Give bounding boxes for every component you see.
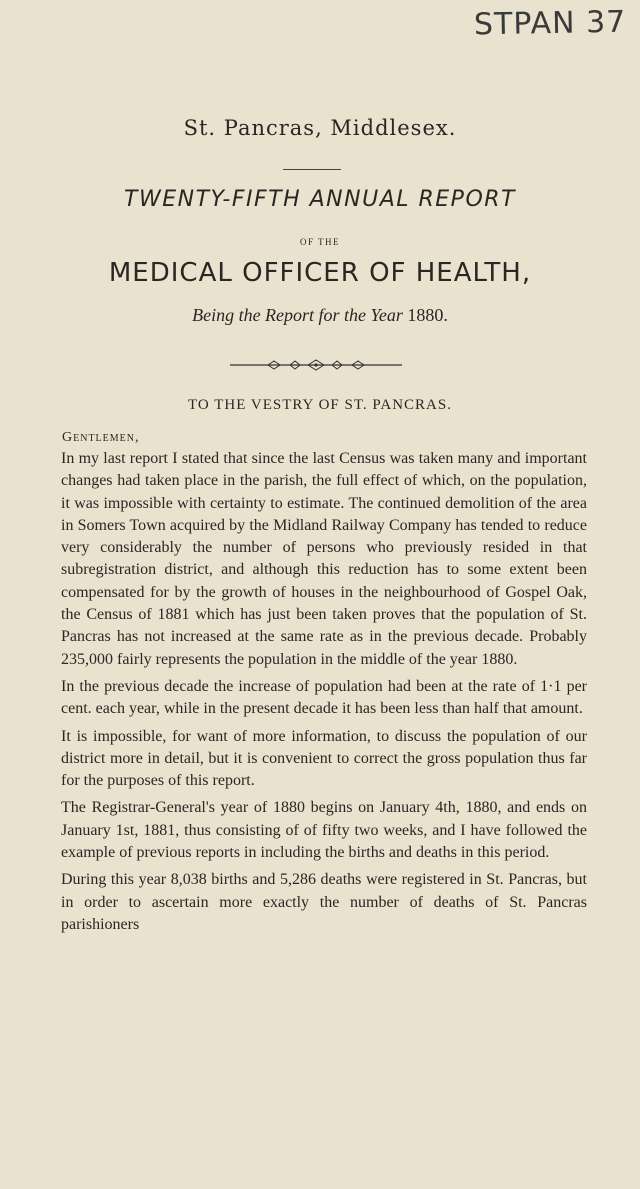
paragraph: It is impossible, for want of more information, to discuss the population of our district more in detail, but it is convenient to correct the gross population thus far for the purposes of this report. [61,727,587,790]
place-heading: St. Pancras, Middlesex. [183,116,457,140]
paragraph: The Registrar-General's year of 1880 begins on January 4th, 1880, and ends on January 1st, 1881, thus consisting of of fifty two weeks, and I have followed the example of previous reports in including the births and deaths in this period. [61,799,587,862]
report-title: TWENTY-FIFTH ANNUAL REPORT [124,187,516,212]
report-body [61,448,587,941]
subtitle-italic: Being the Report for the Year [192,305,403,325]
archive-stamp: STPAN 37 [473,4,627,43]
paragraph: In my last report I stated that since the last Census was taken many and important changes had taken place in the parish, the full effect of which, on the population, it was impossible with certainty to estimate. The continued demolition of the area in Somers Town acquired by the Midland Railway Company has tended to reduce very considerably the number of persons who previously resided in that subregistration district, and although this reduction has to some extent been compensated for by the growth of houses in the neighbourhood of Gospel Oak, the Census of 1881 which has just been taken proves that the population of St. Pancras has not increased at the same rate as in the previous decade. Probably 235,000 fairly represents the population in the middle of the year 1880. [61,450,587,668]
paragraph: In the previous decade the increase of population had been at the rate of 1·1 per cent. each year, while in the present decade it has been less than half that amount. [61,677,587,718]
title-rule [283,169,341,170]
address-line: TO THE VESTRY OF ST. PANCRAS. [188,397,452,413]
salutation: Gentlemen, [62,430,140,445]
of-the-label: OF THE [299,237,341,247]
report-subtitle [0,305,640,326]
subtitle-year: 1880. [407,305,448,325]
paragraph: During this year 8,038 births and 5,286 deaths were registered in St. Pancras, but in order to ascertain more exactly the number of deaths of St. Pancras parishioners [61,871,587,933]
ornament-divider [228,358,404,372]
office-title: MEDICAL OFFICER OF HEALTH, [108,258,532,288]
